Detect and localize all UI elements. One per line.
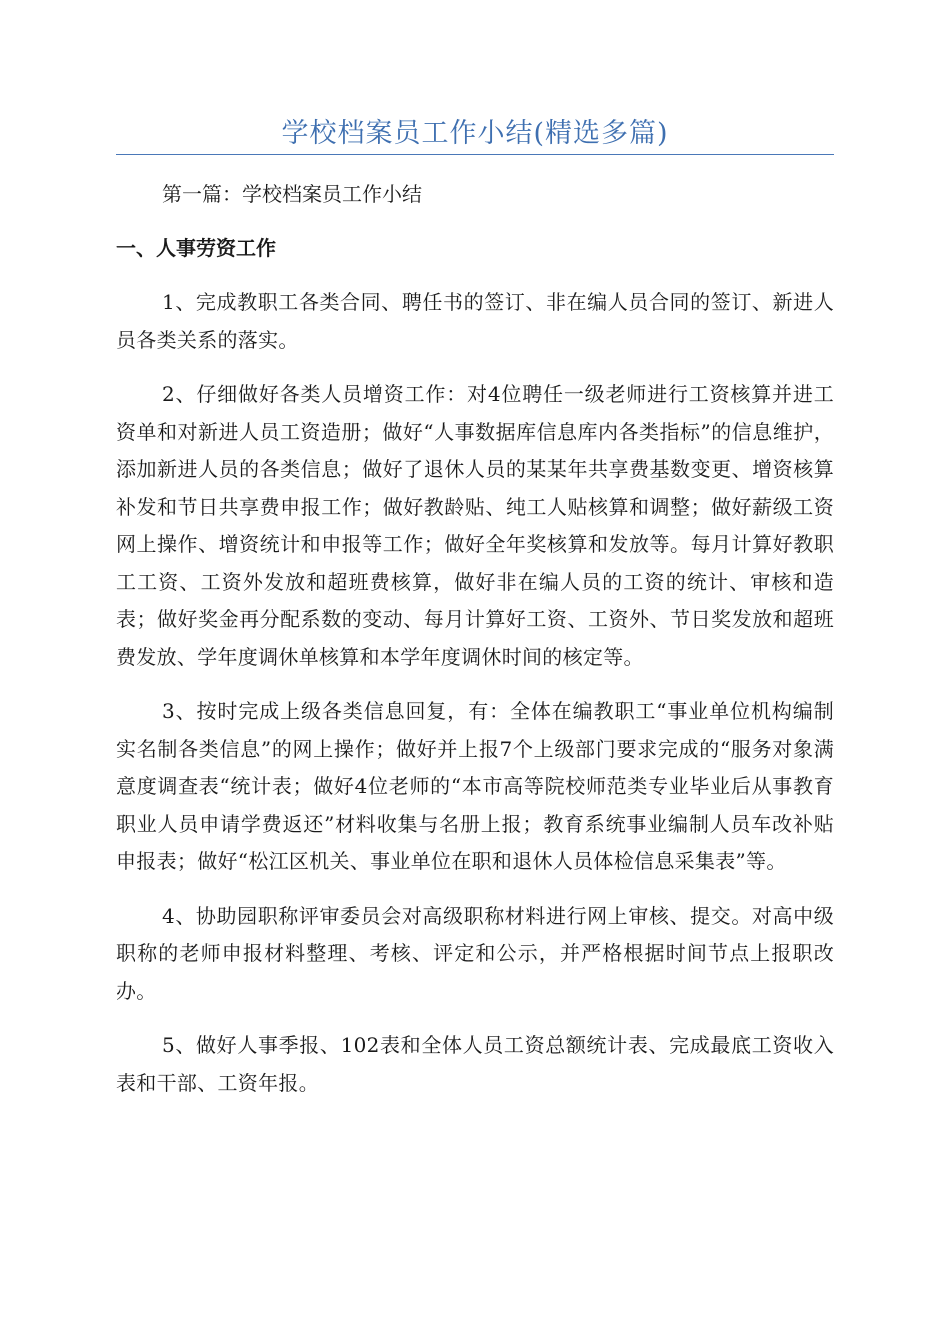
paragraph-2: 2、仔细做好各类人员增资工作：对4位聘任一级老师进行工资核算并进工资单和对新进人员工资造册；做好“人事数据库信息库内各类指标”的信息维护，添加新进人员的各类信息；做好了退休人员的某某年共享费基数变更、增资核算补发和节日共享费申报工作；做好教龄贴、纯工人贴核算和调整；做好薪级工资网上操作、增资统计和申报等工作；做好全年奖核算和发放等。每月计算好教职工工资、工资外发放和超班费核算，做好非在编人员的工资的统计、审核和造表；做好奖金再分配系数的变动、每月计算好工资、工资外、节日奖发放和超班费发放、学年度调休单核算和本学年度调休时间的核定等。 xyxy=(116,382,834,669)
paragraph-4: 4、协助园职称评审委员会对高级职称材料进行网上审核、提交。对高中级职称的老师申报材料整理、考核、评定和公示，并严格根据时间节点上报职改办。 xyxy=(116,903,834,1003)
paragraph-5: 5、做好人事季报、102表和全体人员工资总额统计表、完成最底工资收入表和干部、工资年报。 xyxy=(116,1033,834,1095)
section-heading: 一、人事劳资工作 xyxy=(116,236,276,260)
paragraph-1: 1、完成教职工各类合同、聘任书的签订、非在编人员合同的签订、新进人员各类关系的落实。 xyxy=(116,290,834,352)
title-underline xyxy=(116,154,834,155)
document-title: 学校档案员工作小结(精选多篇) xyxy=(281,118,669,149)
paragraph-3: 3、按时完成上级各类信息回复，有：全体在编教职工“事业单位机构编制实名制各类信息”的网上操作；做好并上报7个上级部门要求完成的“服务对象满意度调查表“统计表；做好4位老师的“本市高等院校师范类专业毕业后从事教育职业人员申请学费返还”材料收集与名册上报；教育系统事业编制人员车改补贴申报表；做好“松江区机关、事业单位在职和退休人员体检信息采集表”等。 xyxy=(116,699,834,873)
document-body xyxy=(116,176,834,1102)
chapter-subtitle: 第一篇：学校档案员工作小结 xyxy=(162,182,422,206)
